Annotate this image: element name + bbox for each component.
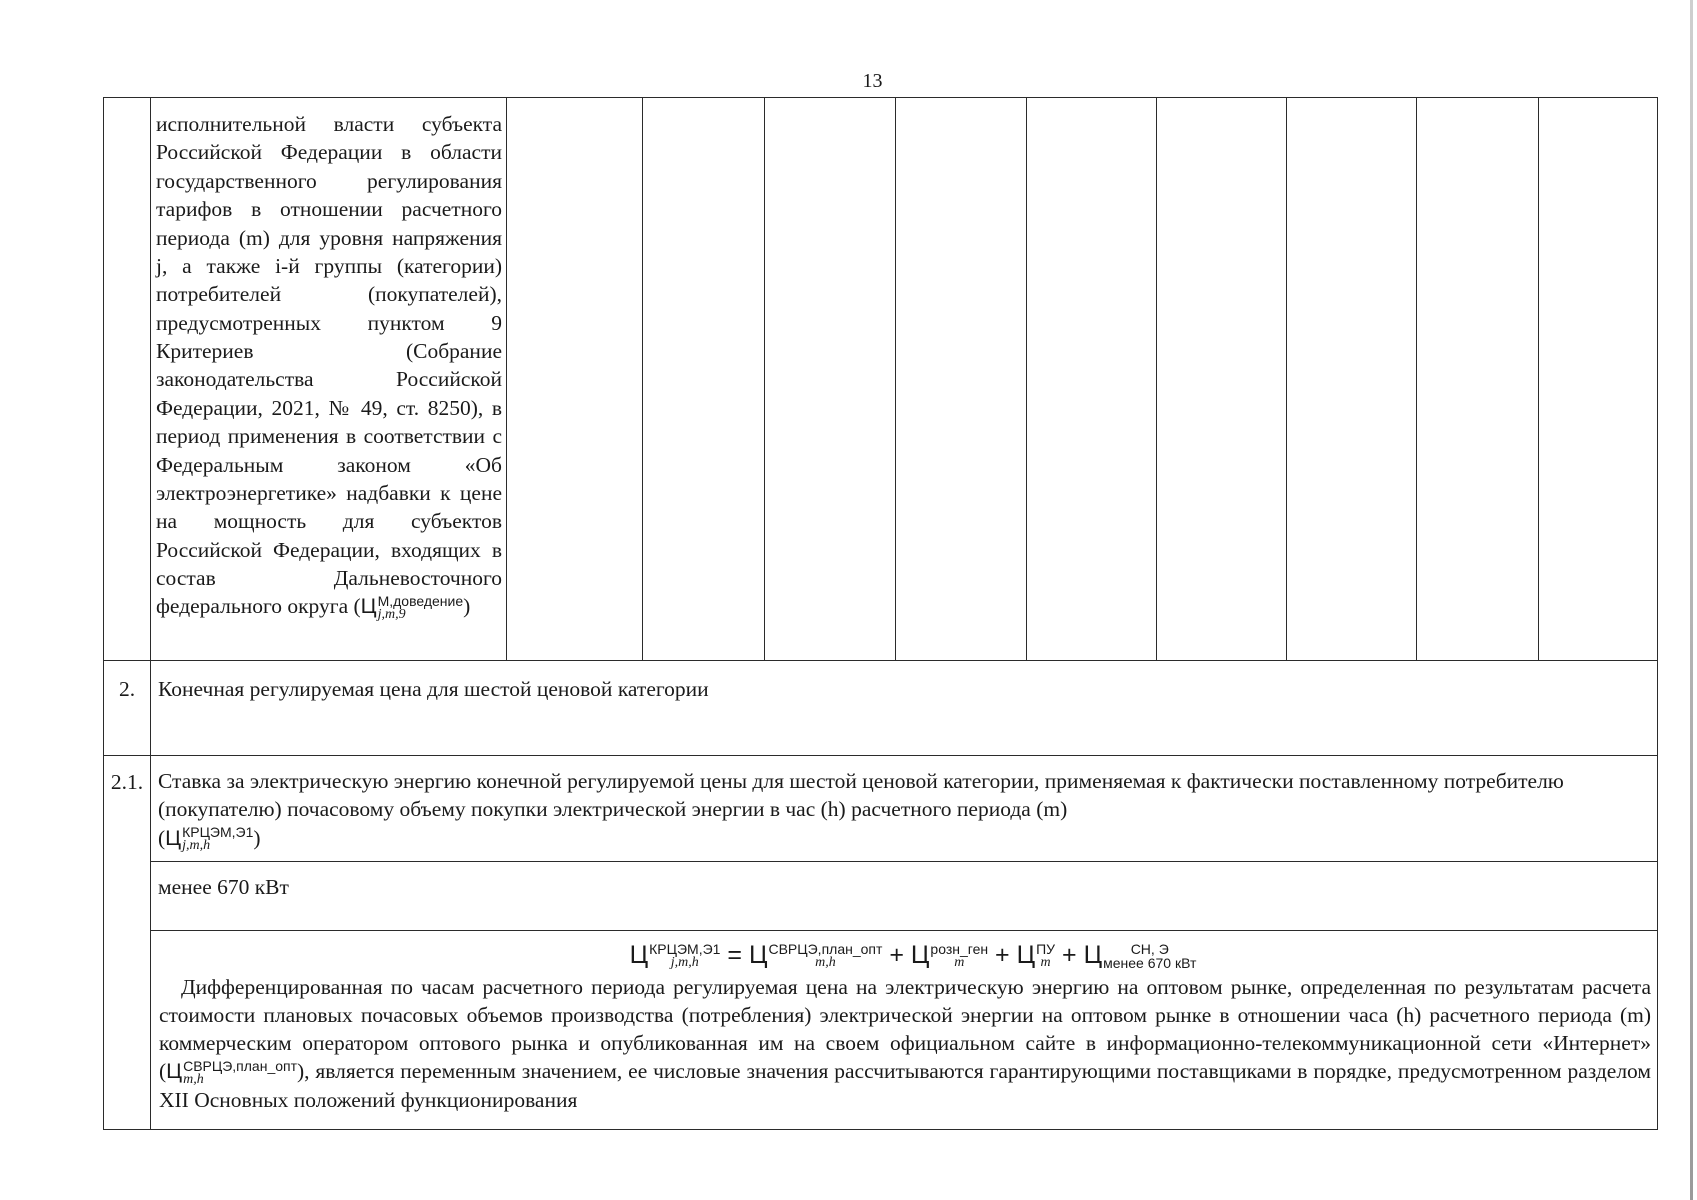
value-cell <box>896 98 1027 661</box>
price-symbol-krcem: Ц КРЦЭМ,Э1 j,m,h <box>165 824 254 854</box>
scan-edge <box>1690 0 1693 1200</box>
value-cell <box>765 98 896 661</box>
value-cell <box>643 98 765 661</box>
row-title: Конечная регулируемая цена для шестой ценовой категории <box>151 661 1658 756</box>
value-cell <box>1027 98 1157 661</box>
price-formula: Ц КРЦЭМ,Э1 j,m,h = Ц СВРЦЭ,план_опт m,h + Ц розн_ген m + Ц ПУ m + Ц СН, Э менее 670 кВт <box>629 941 1197 972</box>
price-symbol-doved: Ц М,доведение j,m,9 <box>360 592 464 622</box>
number-cell-empty <box>104 98 151 661</box>
value-cell <box>1539 98 1658 661</box>
table-row-2 <box>104 661 1658 756</box>
table-row-continuation <box>104 98 1658 661</box>
table-row-formula <box>104 931 1658 1130</box>
power-level-label: менее 670 кВт <box>151 862 1658 931</box>
table-row-power-level <box>104 862 1658 931</box>
row-number: 2.1. <box>104 756 151 1130</box>
row-title-symbol: (Ц КРЦЭМ,Э1 j,m,h ) <box>158 824 261 854</box>
value-cell <box>1287 98 1417 661</box>
table-row-2-1 <box>104 756 1658 862</box>
page-number: 13 <box>862 70 883 92</box>
row-number: 2. <box>104 661 151 756</box>
price-symbol-svrce: Ц СВРЦЭ,план_опт m,h <box>166 1057 298 1087</box>
description-cell: исполнительной власти субъекта Российской Федерации в области государственного регулирования тарифов в отношении расчетного периода (m) для уровня напряжения j, а также i-й группы (категории) потребителей (покупателей), предусмотренных пунктом 9 Критериев (Собрание законодательства Российской Федерации, 2021, № 49, ст. 8250), в период применения в соответствии с Федеральным законом «Об электроэнергетике» надбавки к цене на мощность для субъектов Российской Федерации, входящих в состав Дальневосточного федерального округа (Ц М,доведение j,m,9 ) <box>151 98 507 661</box>
formula-cell <box>151 931 1658 1130</box>
value-cell <box>1417 98 1539 661</box>
description-text: исполнительной власти субъекта Российской Федерации в области государственного регулирования тарифов в отношении расчетного периода (m) для уровня напряжения j, а также i-й группы (категории) потребителей (покупателей), предусмотренных пунктом 9 Критериев (Собрание законодательства Российской Федерации, 2021, № 49, ст. 8250), в период применения в соответствии с Федеральным законом «Об электроэнергетике» надбавки к цене на мощность для субъектов Российской Федерации, входящих в состав Дальневосточного федерального округа ( <box>156 112 502 619</box>
formula-explanation: Дифференцированная по часам расчетного периода регулируемая цена на электрическую энергию на оптовом рынке, определенная по результатам расчета стоимости плановых почасовых объемов производства (потребления) электрической энергии на оптовом рынке в отношении часа (h) расчетного периода (m) коммерческим оператором оптового рынка и опубликованная им на своем официальном сайте в информационно-телекоммуникационной сети «Интернет» (Ц СВРЦЭ,план_опт m,h ), является переменным значением, ее числовые значения рассчитываются гарантирующими поставщиками в порядке, предусмотренном разделом XII Основных положений функционирования <box>159 975 1651 1112</box>
row-title-text: Ставка за электрическую энергию конечной регулируемой цены для шестой ценовой категории, применяемая к фактически поставленному потребителю (покупателю) почасовому объему покупки электрической энергии в час (h) расчетного периода (m) <box>158 769 1564 822</box>
value-cell <box>1157 98 1287 661</box>
value-cell <box>507 98 643 661</box>
row-title <box>151 756 1658 862</box>
tariff-table <box>103 97 1658 1130</box>
